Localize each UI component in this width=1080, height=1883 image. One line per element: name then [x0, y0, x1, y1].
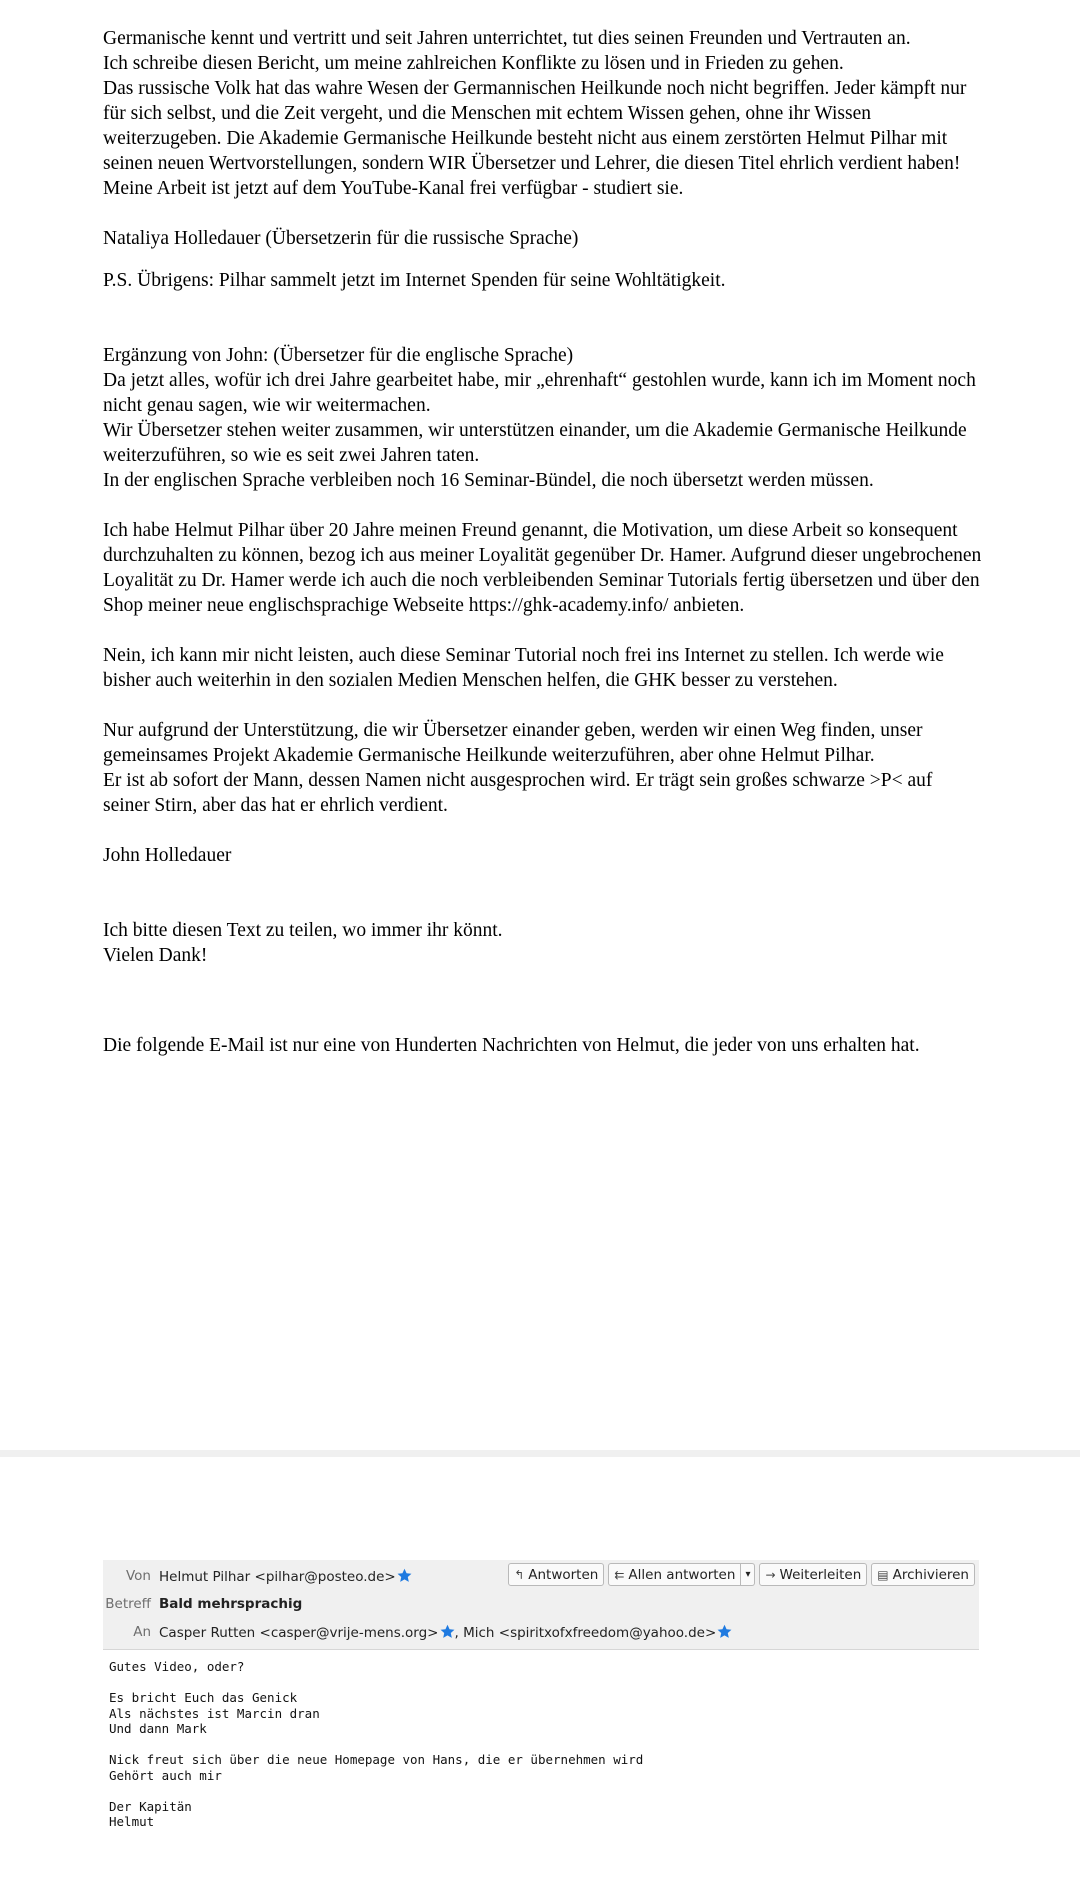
body-line: Gehört auch mir [109, 1767, 222, 1783]
star-icon[interactable] [397, 1568, 412, 1583]
to-recipients [159, 1624, 732, 1641]
signature-john: John Holledauer [103, 845, 232, 866]
subject-label: Betreff [105, 1596, 151, 1612]
letter-text [103, 26, 983, 1060]
signature-nataliya: Nataliya Holledauer (Übersetzerin für die russische Sprache) [103, 228, 579, 249]
subject-value [159, 1596, 302, 1612]
share-request: Ich bitte diesen Text zu teilen, wo immer ihr könnt. [103, 920, 503, 941]
paragraph: Germanische kennt und vertritt und seit Jahren unterrichtet, tut dies seinen Freunden und Vertrauten an. [103, 28, 911, 49]
body-line: Gutes Video, oder? [109, 1659, 245, 1674]
from-address[interactable] [159, 1568, 412, 1585]
paragraph: Das russische Volk hat das wahre Wesen der Germannischen Heilkunde noch nicht begriffen. Jeder kämpft nur für sich selbst, und die Zeit vergeht, und die Menschen mit echtem Wissen gehen, ohne ihr Wissen weiterzugeben. Die Akademie Germanische Heilkunde besteht nicht aus einem zerstörten Helmut Pilhar mit seinen neuen Wertvorstellungen, sondern WIR Übersetzer und Lehrer, die diesen Titel ehrlich verdient haben! Meine Arbeit ist jetzt auf dem YouTube-Kanal frei verfügbar - studiert sie. [103, 78, 967, 199]
from-label: Von [125, 1568, 151, 1584]
email-intro: Die folgende E-Mail ist nur eine von Hunderten Nachrichten von Helmut, die jeder von uns erhalten hat. [103, 1035, 920, 1056]
paragraph: Ich habe Helmut Pilhar über 20 Jahre meinen Freund genannt, die Motivation, um diese Arbeit so konsequent durchzuhalten zu können, bezog ich aus meiner Loyalität gegenüber Dr. Hamer. Aufgrund dieser ungebrochenen Loyalität zu Dr. Hamer werde ich auch die noch verbleibenden Seminar Tutorials fertig übersetzen und über den Shop meiner neue englischsprachige Webseite https://ghk-academy.info/ anbieten. [103, 520, 982, 616]
forward-label: Weiterleiten [779, 1566, 862, 1583]
subject-text: Bald mehrsprachig [159, 1596, 303, 1612]
email-body [103, 1650, 979, 1830]
body-line: Es bricht Euch das Genick [109, 1690, 298, 1705]
archive-button[interactable] [871, 1563, 975, 1586]
paragraph: Ich schreibe diesen Bericht, um meine zahlreichen Konflikte zu lösen und in Frieden zu gehen. [103, 53, 844, 74]
forward-button[interactable] [759, 1563, 867, 1586]
to-row [103, 1618, 979, 1646]
star-icon[interactable] [717, 1624, 732, 1639]
star-icon[interactable] [440, 1624, 455, 1639]
body-line: Und dann Mark [109, 1721, 207, 1736]
reply-all-dropdown[interactable] [741, 1563, 755, 1586]
john-addendum-heading: Ergänzung von John: (Übersetzer für die englische Sprache) [103, 345, 574, 366]
body-line: Helmut [109, 1814, 155, 1829]
reply-icon: ↰ [514, 1567, 525, 1582]
to-label: An [133, 1624, 151, 1640]
recipient-separator: , [454, 1624, 464, 1641]
email-toolbar [508, 1563, 975, 1586]
body-line: Der Kapitän [109, 1798, 192, 1814]
reply-all-button[interactable] [608, 1563, 741, 1586]
body-line: Als nächstes ist Marcin dran [109, 1705, 320, 1721]
reply-button[interactable] [508, 1563, 604, 1586]
subject-row [103, 1590, 979, 1618]
email-header [103, 1560, 979, 1650]
body-line: Nick freut sich über die neue Homepage von Hans, die er übernehmen wird [109, 1752, 644, 1767]
chevron-down-icon: ▾ [745, 1569, 751, 1580]
email-screenshot [103, 1560, 979, 1830]
section-divider [0, 1450, 1080, 1457]
recipient-mich[interactable]: Mich <spiritxofxfreedom@yahoo.de> [463, 1624, 717, 1641]
reply-all-icon: ⇇ [614, 1567, 625, 1582]
from-text[interactable]: Helmut Pilhar <pilhar@posteo.de> [159, 1568, 396, 1585]
paragraph: Da jetzt alles, wofür ich drei Jahre gearbeitet habe, mir „ehrenhaft“ gestohlen wurde, kann ich im Moment noch nicht genau sagen, wie wir weitermachen. [103, 370, 976, 416]
reply-all-label: Allen antworten [628, 1566, 736, 1583]
postscript: P.S. Übrigens: Pilhar sammelt jetzt im Internet Spenden für seine Wohltätigkeit. [103, 270, 726, 291]
reply-all-split [608, 1563, 755, 1586]
reply-label: Antworten [528, 1566, 599, 1583]
archive-label: Archivieren [892, 1566, 969, 1583]
paragraph: Nur aufgrund der Unterstützung, die wir Übersetzer einander geben, werden wir einen Weg finden, unser gemeinsames Projekt Akademie Germanische Heilkunde weiterzuführen, aber ohne Helmut Pilhar. [103, 720, 923, 766]
thanks-line: Vielen Dank! [103, 945, 208, 966]
paragraph: Er ist ab sofort der Mann, dessen Namen nicht ausgesprochen wird. Er trägt sein großes schwarze >P< auf seiner Stirn, aber das hat er ehrlich verdient. [103, 770, 933, 816]
paragraph: Wir Übersetzer stehen weiter zusammen, wir unterstützen einander, um die Akademie Germanische Heilkunde weiterzuführen, so wie es seit zwei Jahren taten. [103, 420, 967, 466]
forward-icon: → [765, 1567, 776, 1582]
paragraph: In der englischen Sprache verbleiben noch 16 Seminar-Bündel, die noch übersetzt werden müssen. [103, 470, 874, 491]
archive-icon: ▤ [877, 1567, 889, 1582]
paragraph: Nein, ich kann mir nicht leisten, auch diese Seminar Tutorial noch frei ins Internet zu stellen. Ich werde wie bisher auch weiterhin in den sozialen Medien Menschen helfen, die GHK besser zu verstehen. [103, 645, 944, 691]
recipient-casper[interactable]: Casper Rutten <casper@vrije-mens.org> [159, 1624, 439, 1641]
